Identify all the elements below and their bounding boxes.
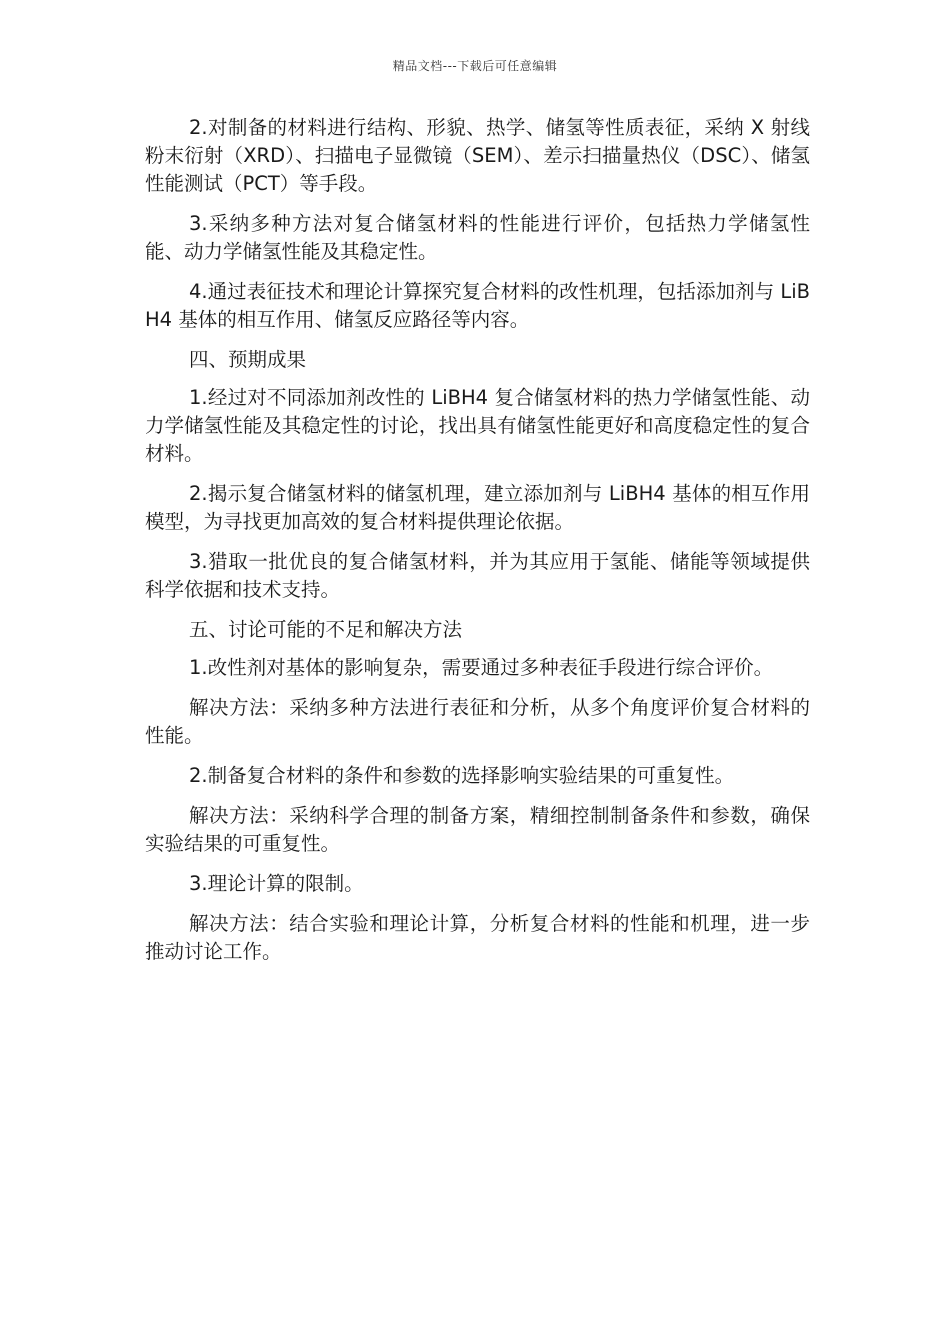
section-heading-limitations: 五、讨论可能的不足和解决方法 — [189, 618, 463, 641]
paragraph-solution-2: 解决方法：采纳科学合理的制备方案，精细控制制备条件和参数，确保实验结果的可重复性。 — [145, 804, 810, 855]
paragraph-mechanism: 4.通过表征技术和理论计算探究复合材料的改性机理，包括添加剂与 LiBH4 基体的相互作用、储氢反应路径等内容。 — [145, 280, 810, 331]
paragraph-issue-3: 3.理论计算的限制。 — [189, 872, 364, 895]
paragraph-issue-1: 1.改性剂对基体的影响复杂，需要通过多种表征手段进行综合评价。 — [189, 656, 774, 679]
document-body — [145, 114, 810, 978]
paragraph-characterization: 2.对制备的材料进行结构、形貌、热学、储氢等性质表征，采纳 X 射线粉末衍射（XRD）、扫描电子显微镜（SEM）、差示扫描量热仪（DSC）、储氢性能测试（PCT）等手段。 — [145, 116, 810, 195]
page-header: 精品文档---下载后可任意编辑 — [392, 59, 558, 73]
paragraph-solution-1: 解决方法：采纳多种方法进行表征和分析，从多个角度评价复合材料的性能。 — [145, 696, 810, 747]
paragraph-solution-3: 解决方法：结合实验和理论计算，分析复合材料的性能和机理，进一步推动讨论工作。 — [145, 912, 810, 963]
paragraph-result-3: 3.猎取一批优良的复合储氢材料，并为其应用于氢能、储能等领域提供科学依据和技术支持。 — [145, 550, 810, 601]
section-heading-expected-results: 四、预期成果 — [189, 348, 307, 371]
paragraph-performance-evaluation: 3.采纳多种方法对复合储氢材料的性能进行评价，包括热力学储氢性能、动力学储氢性能及其稳定性。 — [145, 212, 810, 263]
paragraph-result-1: 1.经过对不同添加剂改性的 LiBH4 复合储氢材料的热力学储氢性能、动力学储氢性能及其稳定性的讨论，找出具有储氢性能更好和高度稳定性的复合材料。 — [145, 386, 810, 465]
paragraph-result-2: 2.揭示复合储氢材料的储氢机理，建立添加剂与 LiBH4 基体的相互作用模型，为寻找更加高效的复合材料提供理论依据。 — [145, 482, 810, 533]
paragraph-issue-2: 2.制备复合材料的条件和参数的选择影响实验结果的可重复性。 — [189, 764, 735, 787]
